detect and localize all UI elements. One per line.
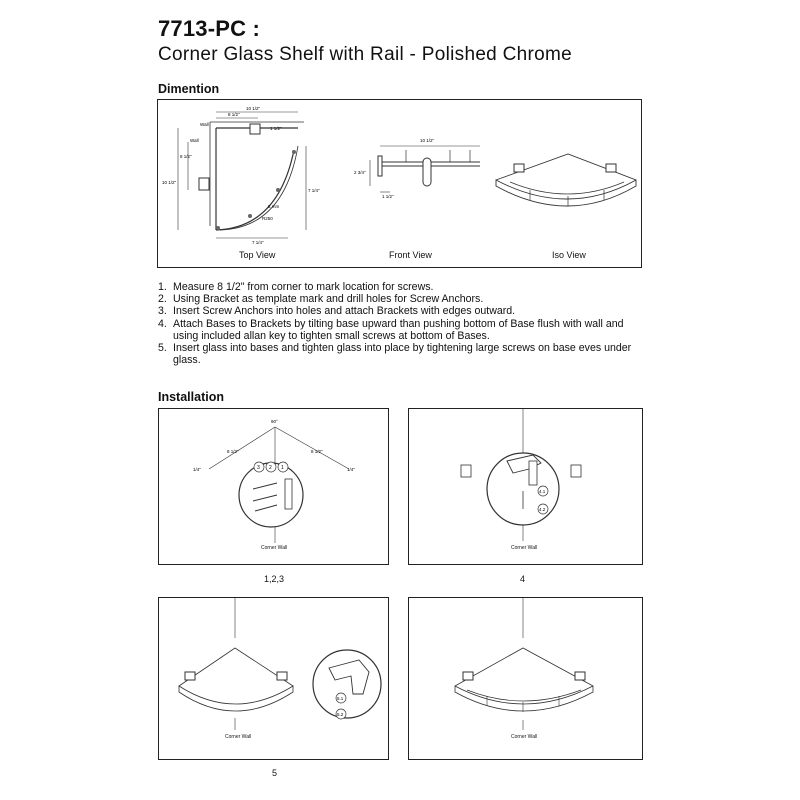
instruction-step xyxy=(158,318,648,342)
front-view-mark: 1 1/2" xyxy=(382,194,394,199)
step-number: 2. xyxy=(158,293,167,306)
panel-1-mark: 1/4" xyxy=(347,467,355,472)
callout-3: 3 xyxy=(257,465,260,471)
step-text: Insert glass into bases and tighten glass into place by tightening large screws on base eves under glass. xyxy=(173,342,632,367)
step-text: Insert Screw Anchors into holes and attach Brackets with edges outward. xyxy=(173,305,516,318)
callout-1: 1 xyxy=(281,465,284,471)
corner-wall-label: Corner Wall xyxy=(511,545,538,551)
front-view-drawing xyxy=(354,138,480,199)
top-view-mark: 1 1/2" xyxy=(270,126,282,131)
panel-1-mark: 8 1/2" xyxy=(227,449,239,454)
step-text: Measure 8 1/2" from corner to mark location for screws. xyxy=(173,281,434,293)
step-text: Attach Bases to Brackets by tilting base upward than pushing bottom of Base flush with wall and using included allan key to tighten small screws at bottom of Bases. xyxy=(173,317,624,342)
iso-view-drawing xyxy=(496,154,636,206)
top-view-mark: R250 xyxy=(262,216,273,221)
front-view-label: Front View xyxy=(389,250,432,260)
top-view-mark: 10 1/2" xyxy=(162,180,177,185)
top-view-mark: 8 1/2" xyxy=(180,154,192,159)
callout-4-2: 4.2 xyxy=(539,507,546,512)
product-title: Corner Glass Shelf with Rail - Polished Chrome xyxy=(158,44,573,65)
panel-1-mark: 90° xyxy=(271,419,278,424)
top-view-drawing xyxy=(162,106,320,245)
callout-5-2: 5.2 xyxy=(337,712,344,717)
instruction-step xyxy=(158,342,648,366)
dimension-panel xyxy=(157,99,642,268)
installation-panel-4 xyxy=(408,597,643,760)
iso-view-label: Iso View xyxy=(552,250,586,260)
step-number: 1. xyxy=(158,281,167,293)
installation-panel-1 xyxy=(158,408,389,565)
front-view-mark: 2 3/4" xyxy=(354,170,366,175)
dimension-heading: Dimention xyxy=(158,82,220,96)
corner-wall-label: Corner Wall xyxy=(225,734,252,740)
top-view-mark: Wall xyxy=(200,122,209,127)
panel-2-drawing xyxy=(409,409,641,563)
top-view-mark: Wall xyxy=(190,138,199,143)
step-number: 4. xyxy=(158,317,167,330)
panel-1-caption: 1,2,3 xyxy=(264,574,285,584)
panel-3-caption: 5 xyxy=(272,768,278,778)
callout-5-1: 5.1 xyxy=(337,696,344,701)
instruction-step xyxy=(158,305,648,317)
callout-4-1: 4.1 xyxy=(539,489,546,494)
callout-2: 2 xyxy=(269,465,272,471)
panel-1-drawing xyxy=(159,409,387,563)
installation-panel-2 xyxy=(408,408,643,565)
instruction-step xyxy=(158,281,648,293)
corner-wall-label: Corner Wall xyxy=(511,734,538,740)
step-number: 5. xyxy=(158,342,167,355)
panel-1-mark: 8 1/2" xyxy=(311,449,323,454)
corner-wall-label: Corner Wall xyxy=(261,545,288,551)
panel-2-caption: 4 xyxy=(520,574,526,584)
instruction-step xyxy=(158,293,648,305)
front-view-mark: 10 1/2" xyxy=(420,138,435,143)
installation-heading: Installation xyxy=(158,390,224,404)
product-model: 7713-PC : xyxy=(158,16,261,41)
panel-3-drawing xyxy=(159,598,387,758)
step-number: 3. xyxy=(158,305,167,318)
installation-panel-3 xyxy=(158,597,389,760)
panel-1-mark: 1/4" xyxy=(193,467,201,472)
top-view-mark: 7 1/4" xyxy=(308,188,320,193)
step-text: Using Bracket as template mark and drill holes for Screw Anchors. xyxy=(173,293,484,306)
top-view-mark: 7 1/4" xyxy=(252,240,264,245)
dimension-drawings xyxy=(158,100,640,266)
top-view-label: Top View xyxy=(239,250,276,260)
top-view-mark: 5 mm xyxy=(268,204,280,209)
instruction-steps xyxy=(158,281,648,366)
top-view-mark: 10 1/2" xyxy=(246,106,261,111)
top-view-mark: 8 1/2" xyxy=(228,112,240,117)
